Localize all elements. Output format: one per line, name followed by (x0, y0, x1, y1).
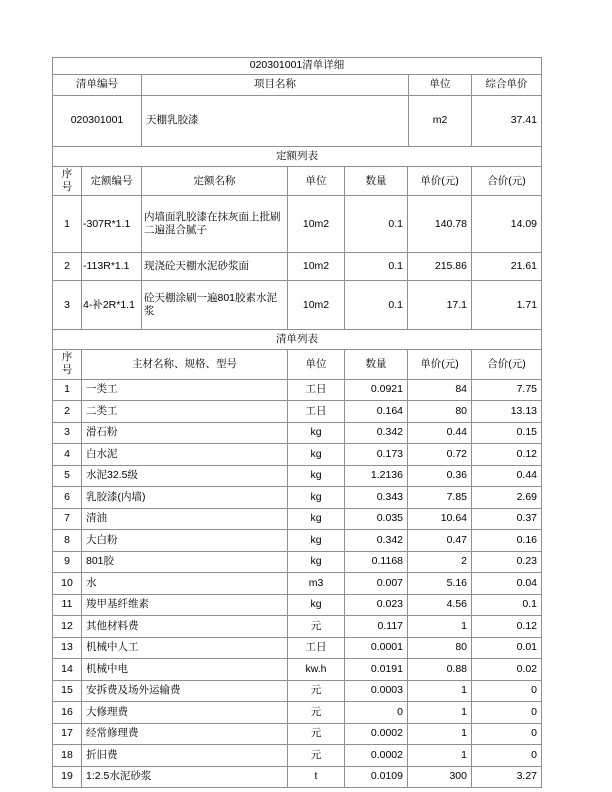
cell-total: 0 (472, 702, 542, 724)
materials-table (52, 329, 542, 788)
cell-total: 14.09 (472, 196, 542, 253)
title-row (53, 58, 542, 75)
cell-quota-name: 砼天棚涂刷一遍801胶素水泥浆 (142, 281, 288, 330)
header-unit: 单位 (288, 350, 345, 379)
cell-unit-price: 1 (408, 680, 472, 702)
material-row (53, 422, 542, 444)
cell-unit-price: 84 (408, 379, 472, 401)
cell-unit: kg (288, 465, 345, 487)
header-item-name: 项目名称 (142, 75, 409, 96)
materials-banner-row (53, 330, 542, 350)
cell-unit-price: 80 (408, 637, 472, 659)
material-row (53, 508, 542, 530)
summary-data-row (53, 96, 542, 147)
cell-material-name: 机械中电 (82, 659, 288, 681)
cell-quota-code: 4-补2R*1.1 (82, 281, 142, 330)
cell-unit-price: 0.44 (408, 422, 472, 444)
cell-comp-price: 37.41 (472, 96, 542, 147)
material-row (53, 680, 542, 702)
cell-seq: 3 (53, 281, 82, 330)
cell-material-name: 一类工 (82, 379, 288, 401)
cell-quantity: 0.342 (345, 530, 408, 552)
cell-total: 0.15 (472, 422, 542, 444)
cell-total: 0 (472, 745, 542, 767)
cell-total: 0.1 (472, 594, 542, 616)
material-row (53, 401, 542, 423)
cell-total: 0 (472, 723, 542, 745)
cell-seq: 7 (53, 508, 82, 530)
quota-banner-row (53, 147, 542, 167)
cell-unit: 元 (288, 745, 345, 767)
cell-quantity: 0.117 (345, 616, 408, 638)
material-row (53, 573, 542, 595)
cell-quota-code: -113R*1.1 (82, 253, 142, 281)
cell-seq: 1 (53, 196, 82, 253)
header-unit-price: 单价(元) (408, 167, 472, 196)
cell-total: 0.12 (472, 444, 542, 466)
cell-quota-code: -307R*1.1 (82, 196, 142, 253)
material-row (53, 702, 542, 724)
cell-unit-price: 0.72 (408, 444, 472, 466)
cell-unit-price: 1 (408, 702, 472, 724)
cell-seq: 13 (53, 637, 82, 659)
cell-unit: m3 (288, 573, 345, 595)
cell-unit-price: 5.16 (408, 573, 472, 595)
bill-detail-document (52, 57, 541, 788)
material-row (53, 379, 542, 401)
cell-unit: kw.h (288, 659, 345, 681)
cell-total: 0 (472, 680, 542, 702)
cell-quantity: 1.2136 (345, 465, 408, 487)
cell-item-name: 天棚乳胶漆 (142, 96, 409, 147)
cell-quantity: 0.007 (345, 573, 408, 595)
cell-quantity: 0.173 (345, 444, 408, 466)
cell-unit-price: 2 (408, 551, 472, 573)
cell-material-name: 清油 (82, 508, 288, 530)
cell-quantity: 0.0002 (345, 745, 408, 767)
cell-quantity: 0.164 (345, 401, 408, 423)
materials-section-title: 清单列表 (53, 330, 542, 350)
cell-seq: 3 (53, 422, 82, 444)
header-seq: 序号 (53, 350, 82, 379)
cell-unit-price: 0.36 (408, 465, 472, 487)
cell-quantity: 0.023 (345, 594, 408, 616)
cell-material-name: 乳胶漆(内墙) (82, 487, 288, 509)
cell-total: 21.61 (472, 253, 542, 281)
cell-total: 0.16 (472, 530, 542, 552)
cell-unit-price: 1 (408, 616, 472, 638)
quota-header-row (53, 167, 542, 196)
cell-unit-price: 0.47 (408, 530, 472, 552)
cell-quantity: 0 (345, 702, 408, 724)
cell-quota-name: 内墙面乳胶漆在抹灰面上批刷二遍混合腻子 (142, 196, 288, 253)
cell-unit: m2 (409, 96, 472, 147)
cell-total: 0.04 (472, 573, 542, 595)
quota-row (53, 281, 542, 330)
materials-rows (53, 379, 542, 788)
header-unit: 单位 (288, 167, 345, 196)
cell-seq: 4 (53, 444, 82, 466)
cell-quantity: 0.035 (345, 508, 408, 530)
cell-unit: 工日 (288, 401, 345, 423)
cell-total: 0.01 (472, 637, 542, 659)
material-row (53, 723, 542, 745)
cell-seq: 16 (53, 702, 82, 724)
quota-section-title: 定额列表 (53, 147, 542, 167)
cell-quantity: 0.343 (345, 487, 408, 509)
cell-total: 0.37 (472, 508, 542, 530)
material-row (53, 659, 542, 681)
cell-material-name: 其他材料费 (82, 616, 288, 638)
cell-seq: 8 (53, 530, 82, 552)
cell-unit: 工日 (288, 379, 345, 401)
cell-quantity: 0.1 (345, 196, 408, 253)
materials-header-row (53, 350, 542, 379)
header-quota-name: 定额名称 (142, 167, 288, 196)
header-quota-code: 定额编号 (82, 167, 142, 196)
cell-unit: 元 (288, 616, 345, 638)
cell-total: 0.44 (472, 465, 542, 487)
header-seq: 序号 (53, 167, 82, 196)
cell-quantity: 0.1 (345, 281, 408, 330)
cell-quantity: 0.1 (345, 253, 408, 281)
cell-material-name: 大白粉 (82, 530, 288, 552)
header-quantity: 数量 (345, 167, 408, 196)
header-total: 合价(元) (472, 350, 542, 379)
cell-unit-price: 1 (408, 723, 472, 745)
material-row (53, 616, 542, 638)
material-row (53, 465, 542, 487)
cell-seq: 18 (53, 745, 82, 767)
cell-unit-price: 80 (408, 401, 472, 423)
cell-total: 3.27 (472, 766, 542, 788)
cell-unit: kg (288, 508, 345, 530)
cell-unit: kg (288, 551, 345, 573)
cell-material-name: 经常修理费 (82, 723, 288, 745)
cell-total: 0.02 (472, 659, 542, 681)
cell-unit: kg (288, 530, 345, 552)
cell-quantity: 0.0109 (345, 766, 408, 788)
material-row (53, 444, 542, 466)
cell-unit-price: 17.1 (408, 281, 472, 330)
cell-unit-price: 4.56 (408, 594, 472, 616)
cell-seq: 5 (53, 465, 82, 487)
cell-material-name: 水泥32.5级 (82, 465, 288, 487)
material-row (53, 766, 542, 788)
cell-quota-name: 现浇砼天棚水泥砂浆面 (142, 253, 288, 281)
cell-total: 0.23 (472, 551, 542, 573)
cell-unit: kg (288, 487, 345, 509)
cell-unit-price: 10.64 (408, 508, 472, 530)
cell-total: 2.69 (472, 487, 542, 509)
header-total: 合价(元) (472, 167, 542, 196)
cell-seq: 2 (53, 253, 82, 281)
cell-material-name: 二类工 (82, 401, 288, 423)
cell-material-name: 折旧费 (82, 745, 288, 767)
cell-seq: 17 (53, 723, 82, 745)
cell-unit: 10m2 (288, 196, 345, 253)
cell-quantity: 0.0003 (345, 680, 408, 702)
quota-row (53, 253, 542, 281)
summary-table (52, 57, 542, 147)
cell-seq: 9 (53, 551, 82, 573)
summary-header-row (53, 75, 542, 96)
cell-unit: kg (288, 422, 345, 444)
cell-unit-price: 215.86 (408, 253, 472, 281)
quota-table (52, 146, 542, 330)
cell-unit: 元 (288, 680, 345, 702)
cell-material-name: 安拆费及场外运输费 (82, 680, 288, 702)
cell-material-name: 801胶 (82, 551, 288, 573)
cell-seq: 6 (53, 487, 82, 509)
header-material-name: 主材名称、规格、型号 (82, 350, 288, 379)
cell-unit-price: 300 (408, 766, 472, 788)
page-title: 020301001清单详细 (53, 58, 542, 75)
cell-unit: kg (288, 444, 345, 466)
cell-seq: 2 (53, 401, 82, 423)
cell-unit-price: 7.85 (408, 487, 472, 509)
cell-quantity: 0.342 (345, 422, 408, 444)
material-row (53, 637, 542, 659)
cell-quantity: 0.0921 (345, 379, 408, 401)
cell-unit: kg (288, 594, 345, 616)
header-comp-price: 综合单价 (472, 75, 542, 96)
cell-total: 13.13 (472, 401, 542, 423)
cell-material-name: 大修理费 (82, 702, 288, 724)
cell-material-name: 羧甲基纤维素 (82, 594, 288, 616)
cell-material-name: 1:2.5水泥砂浆 (82, 766, 288, 788)
cell-material-name: 机械中人工 (82, 637, 288, 659)
cell-total: 1.71 (472, 281, 542, 330)
cell-material-name: 滑石粉 (82, 422, 288, 444)
cell-quantity: 0.0002 (345, 723, 408, 745)
cell-seq: 1 (53, 379, 82, 401)
cell-unit: 10m2 (288, 281, 345, 330)
cell-total: 0.12 (472, 616, 542, 638)
cell-quantity: 0.0191 (345, 659, 408, 681)
material-row (53, 551, 542, 573)
cell-unit: 工日 (288, 637, 345, 659)
cell-unit: 元 (288, 702, 345, 724)
cell-unit: t (288, 766, 345, 788)
cell-seq: 10 (53, 573, 82, 595)
material-row (53, 594, 542, 616)
cell-unit: 元 (288, 723, 345, 745)
cell-seq: 19 (53, 766, 82, 788)
cell-list-code: 020301001 (53, 96, 142, 147)
material-row (53, 745, 542, 767)
cell-seq: 15 (53, 680, 82, 702)
cell-unit-price: 140.78 (408, 196, 472, 253)
cell-unit: 10m2 (288, 253, 345, 281)
cell-seq: 11 (53, 594, 82, 616)
cell-material-name: 水 (82, 573, 288, 595)
cell-quantity: 0.0001 (345, 637, 408, 659)
cell-seq: 14 (53, 659, 82, 681)
cell-total: 7.75 (472, 379, 542, 401)
cell-unit-price: 0.88 (408, 659, 472, 681)
cell-unit-price: 1 (408, 745, 472, 767)
header-list-code: 清单编号 (53, 75, 142, 96)
cell-seq: 12 (53, 616, 82, 638)
cell-quantity: 0.1168 (345, 551, 408, 573)
header-unit: 单位 (409, 75, 472, 96)
header-unit-price: 单价(元) (408, 350, 472, 379)
header-quantity: 数量 (345, 350, 408, 379)
material-row (53, 530, 542, 552)
quota-row (53, 196, 542, 253)
cell-material-name: 白水泥 (82, 444, 288, 466)
material-row (53, 487, 542, 509)
